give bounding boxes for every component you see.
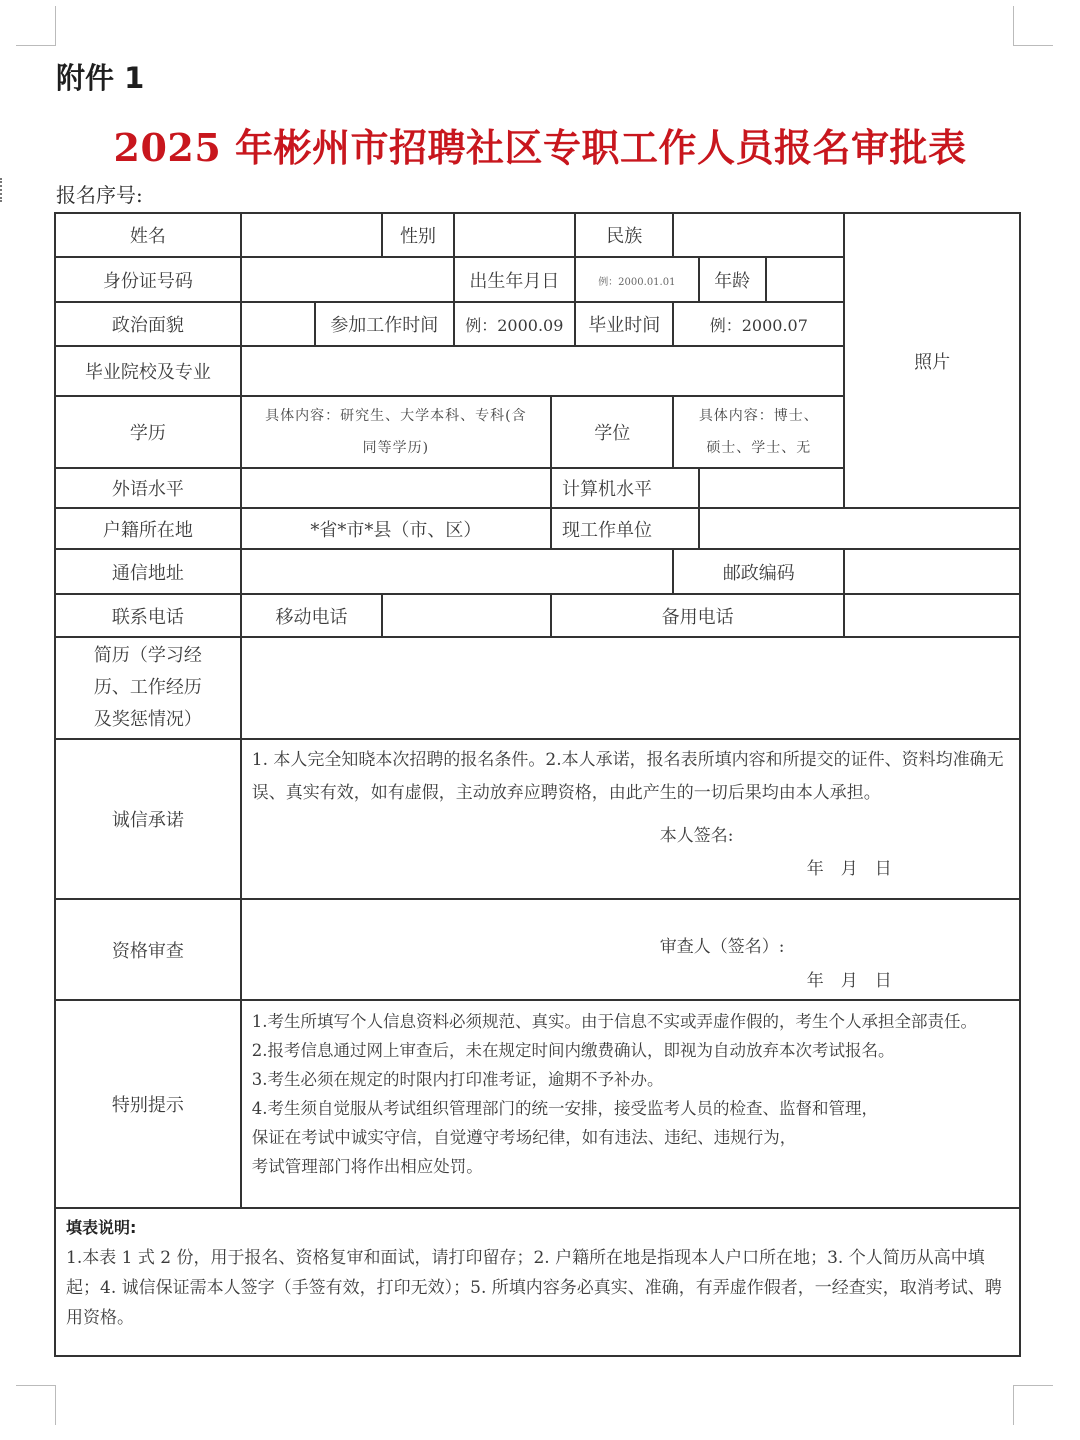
- qualification-cell: [241, 899, 1020, 1000]
- address-input-cell[interactable]: [241, 549, 674, 594]
- address-label: 通信地址: [55, 549, 241, 594]
- name-label: 姓名: [55, 213, 241, 257]
- table-row: [55, 637, 1020, 739]
- notice-item: 考试管理部门将作出相应处罚。: [251, 1157, 483, 1176]
- photo-cell[interactable]: [844, 213, 1020, 508]
- notice-item: 4.考生须自觉服从考试组织管理部门的统一安排，接受监考人员的检查、监督和管理，: [251, 1099, 878, 1118]
- age-input-cell[interactable]: [766, 257, 844, 302]
- resume-input-cell[interactable]: [241, 637, 1020, 739]
- special-notice-cell: [241, 1000, 1020, 1208]
- table-row: [55, 899, 1020, 1000]
- crop-mark-top-left: [16, 45, 56, 46]
- foreign-language-label: 外语水平: [55, 468, 241, 508]
- crop-mark-bottom-left: [16, 1385, 56, 1386]
- integrity-cell: [241, 739, 1020, 899]
- crop-mark-top-right: [1013, 45, 1053, 46]
- postcode-label: 邮政编码: [673, 549, 844, 594]
- table-row: [55, 508, 1020, 549]
- age-label: 年龄: [699, 257, 766, 302]
- contact-phone-label: 联系电话: [55, 594, 241, 637]
- birth-date-input-cell[interactable]: [575, 257, 698, 302]
- work-start-example: 例：2000.09: [465, 315, 564, 335]
- notice-item: 1.考生所填写个人信息资料必须规范、真实。由于信息不实或弄虚作假的，考生个人承担全部责任。: [251, 1012, 977, 1031]
- graduation-time-input-cell[interactable]: [673, 302, 844, 346]
- household-label: 户籍所在地: [55, 508, 241, 549]
- political-status-input-cell[interactable]: [241, 302, 315, 346]
- education-label: 学历: [55, 396, 241, 468]
- postcode-input-cell[interactable]: [844, 549, 1020, 594]
- resume-label-line: 历、工作经历: [93, 677, 202, 698]
- table-row: [55, 1000, 1020, 1208]
- table-row: [55, 594, 1020, 637]
- reviewer-label[interactable]: 审查人（签名）:: [659, 937, 785, 957]
- ethnicity-input-cell[interactable]: [673, 213, 844, 257]
- table-row: [55, 213, 1020, 257]
- mobile-phone-label: 移动电话: [241, 594, 383, 637]
- fill-notes-text: 1.本表 1 式 2 份，用于报名、资格复审和面试，请打印留存；2. 户籍所在地是指现本人户口所在地；3. 个人简历从高中填起；4. 诚信保证需本人签字（手签有效，打印无效）；5. 所填内容务必真实、准确，有弄虚作假者，一经查实，取消考试、聘用资格。: [66, 1248, 1002, 1328]
- fill-notes-title: 填表说明:: [66, 1218, 137, 1237]
- degree-hint: 具体内容：博士、: [698, 408, 819, 424]
- fill-notes-cell: [55, 1208, 1020, 1356]
- photo-label: 照片: [914, 351, 951, 373]
- page-title: 2025 年彬州市招聘社区专职工作人员报名审批表: [113, 125, 967, 170]
- crop-mark-bottom-right: [1013, 1385, 1053, 1386]
- education-hint: 具体内容：研究生、大学本科、专科(含: [265, 408, 527, 424]
- degree-label: 学位: [551, 396, 673, 468]
- graduation-example: 例：2000.07: [709, 315, 808, 335]
- id-number-label: 身份证号码: [55, 257, 241, 302]
- school-major-label: 毕业院校及专业: [55, 346, 241, 396]
- qualification-label: 资格审查: [55, 899, 241, 1000]
- serial-number-label: 报名序号:: [56, 183, 143, 207]
- signature-label[interactable]: 本人签名:: [659, 826, 734, 846]
- id-number-input-cell[interactable]: [241, 257, 454, 302]
- review-date[interactable]: 年 月 日: [806, 971, 892, 991]
- degree-input-cell[interactable]: [673, 396, 844, 468]
- current-employer-label: 现工作单位: [551, 508, 699, 549]
- application-form-table: [54, 212, 1021, 1357]
- notice-item: 3.考生必须在规定的时限内打印准考证，逾期不予补办。: [251, 1070, 664, 1089]
- table-row: [55, 1208, 1020, 1356]
- degree-hint: 硕士、学士、无: [706, 440, 812, 456]
- birth-date-label: 出生年月日: [454, 257, 575, 302]
- political-status-label: 政治面貌: [55, 302, 241, 346]
- gender-label: 性别: [382, 213, 453, 257]
- integrity-text: 1. 本人完全知晓本次招聘的报名条件。2.本人承诺，报名表所填内容和所提交的证件、资料均准确无误、真实有效，如有虚假，主动放弃应聘资格，由此产生的一切后果均由本人承担。: [251, 750, 1004, 803]
- name-input-cell[interactable]: [241, 213, 383, 257]
- work-start-label: 参加工作时间: [315, 302, 454, 346]
- graduation-time-label: 毕业时间: [575, 302, 673, 346]
- crop-mark-top-right: [1013, 6, 1014, 46]
- special-notice-label: 特别提示: [55, 1000, 241, 1208]
- foreign-language-input-cell[interactable]: [241, 468, 551, 508]
- household-hint: *省*市*县（市、区）: [310, 519, 482, 541]
- backup-phone-label: 备用电话: [551, 594, 844, 637]
- resume-label: [55, 637, 241, 739]
- ethnicity-label: 民族: [575, 213, 673, 257]
- education-hint: 同等学历): [362, 440, 430, 456]
- table-row: [55, 549, 1020, 594]
- attachment-label: 附件 1: [56, 61, 145, 95]
- resume-label-line: 及奖惩情况）: [93, 709, 202, 730]
- crop-mark-top-left: [55, 6, 56, 46]
- household-input-cell[interactable]: [241, 508, 551, 549]
- work-start-input-cell[interactable]: [454, 302, 575, 346]
- table-row: [55, 739, 1020, 899]
- crop-mark-bottom-right: [1013, 1385, 1014, 1425]
- gender-input-cell[interactable]: [454, 213, 575, 257]
- school-major-input-cell[interactable]: [241, 346, 844, 396]
- integrity-label: 诚信承诺: [55, 739, 241, 899]
- backup-phone-input-cell[interactable]: [844, 594, 1020, 637]
- notice-item: 2.报考信息通过网上审查后，未在规定时间内缴费确认，即视为自动放弃本次考试报名。: [251, 1041, 895, 1060]
- crop-mark-bottom-left: [55, 1385, 56, 1425]
- computer-level-label: 计算机水平: [551, 468, 699, 508]
- resume-label-line: 简历（学习经: [93, 645, 202, 666]
- computer-level-input-cell[interactable]: [699, 468, 845, 508]
- notice-item: 保证在考试中诚实守信，自觉遵守考场纪律，如有违法、违纪、违规行为，: [251, 1128, 797, 1147]
- margin-marker: [0, 178, 5, 202]
- education-input-cell[interactable]: [241, 396, 551, 468]
- current-employer-input-cell[interactable]: [699, 508, 1020, 549]
- mobile-phone-input-cell[interactable]: [382, 594, 551, 637]
- signature-date[interactable]: 年 月 日: [806, 859, 892, 879]
- birth-date-example: 例：2000.01.01: [598, 277, 676, 288]
